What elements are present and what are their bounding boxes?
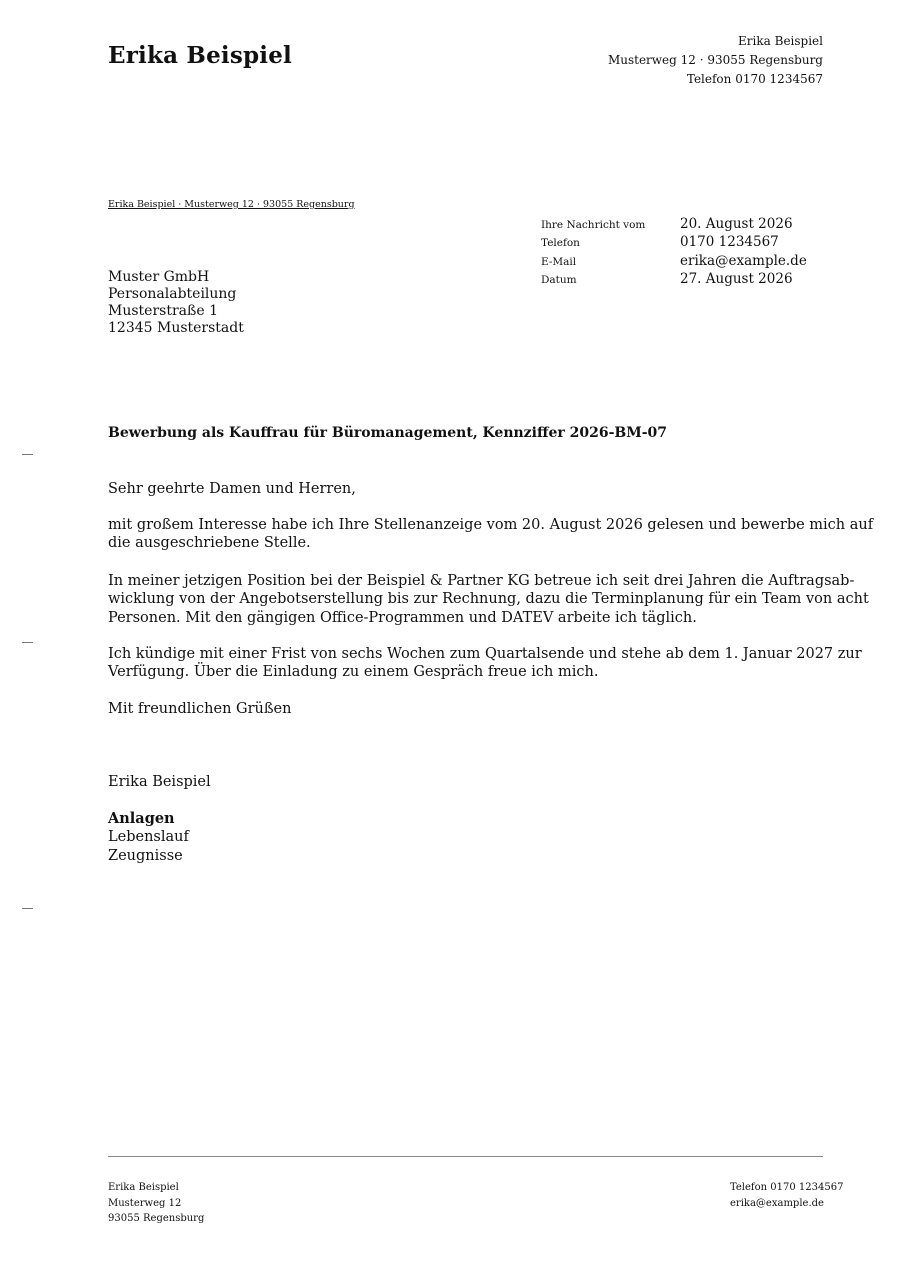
closing: Mit freundlichen Grüßen [108, 701, 292, 717]
attachment-item: Lebenslauf [108, 829, 189, 846]
fold-mark [22, 908, 33, 909]
body-paragraph [108, 645, 862, 682]
sender-address-block [608, 32, 823, 89]
footer-line: erika@example.de [730, 1197, 824, 1209]
footer-line: Musterweg 12 [108, 1197, 182, 1209]
info-label: Datum [541, 273, 577, 286]
paragraph-line: In meiner jetzigen Position bei der Beispiel & Partner KG betreue ich seit drei Jahren die Auftragsab- [108, 573, 855, 589]
signature-name: Erika Beispiel [108, 774, 211, 790]
info-value: 20. August 2026 [680, 216, 793, 232]
paragraph-line: Personen. Mit den gängigen Office-Programmen und DATEV arbeite ich täglich. [108, 609, 697, 626]
info-label: E-Mail [541, 255, 577, 268]
recipient-line: Muster GmbH [108, 269, 210, 285]
attachments [108, 810, 833, 865]
footer-line: Telefon 0170 1234567 [730, 1182, 844, 1193]
sender-line: Erika Beispiel [738, 34, 823, 48]
letterhead-name: Erika Beispiel [108, 42, 292, 69]
sender-line: Telefon 0170 1234567 [686, 72, 823, 86]
sender-line: Musterweg 12 · 93055 Regensburg [607, 53, 823, 67]
attachments-title: Anlagen [108, 810, 175, 827]
paragraph-line: die ausgeschriebene Stelle. [108, 535, 311, 552]
attachment-item: Zeugnisse [108, 847, 183, 864]
salutation: Sehr geehrte Damen und Herren, [108, 481, 356, 497]
footer-line: Erika Beispiel [108, 1182, 179, 1193]
paragraph-line: mit großem Interesse habe ich Ihre Stellenanzeige vom 20. August 2026 gelesen und bewerbe mich auf [108, 517, 874, 533]
body-paragraph [108, 572, 869, 627]
recipient-line: Personalabteilung [108, 286, 237, 302]
return-address-line: Erika Beispiel · Musterweg 12 · 93055 Regensburg [108, 199, 355, 210]
info-value: 27. August 2026 [680, 270, 793, 287]
info-value: 0170 1234567 [680, 234, 779, 251]
recipient-address [108, 269, 244, 337]
paragraph-line: wicklung von der Angebotserstellung bis zur Rechnung, dazu die Terminplanung für ein Team von acht [108, 591, 869, 608]
punch-mark [22, 642, 33, 643]
footer-contact [730, 1180, 843, 1211]
letter-subject: Bewerbung als Kauffrau für Büromanagement, Kennziffer 2026-BM-07 [108, 425, 668, 441]
paragraph-line: Verfügung. Über die Einladung zu einem Gespräch freue ich mich. [108, 664, 599, 681]
paragraph-line: Ich kündige mit einer Frist von sechs Wochen zum Quartalsende und stehe ab dem 1. Januar 2027 zur [108, 646, 862, 662]
info-label: Ihre Nachricht vom [541, 219, 646, 231]
recipient-line: 12345 Musterstadt [108, 320, 244, 336]
footer-divider [108, 1156, 823, 1157]
info-label: Telefon [541, 237, 580, 250]
body-paragraph [108, 516, 874, 553]
fold-mark [22, 454, 33, 455]
footer-address [108, 1180, 204, 1227]
footer-line: 93055 Regensburg [108, 1213, 205, 1224]
recipient-line: Musterstraße 1 [108, 303, 218, 319]
info-value: erika@example.de [680, 252, 807, 269]
